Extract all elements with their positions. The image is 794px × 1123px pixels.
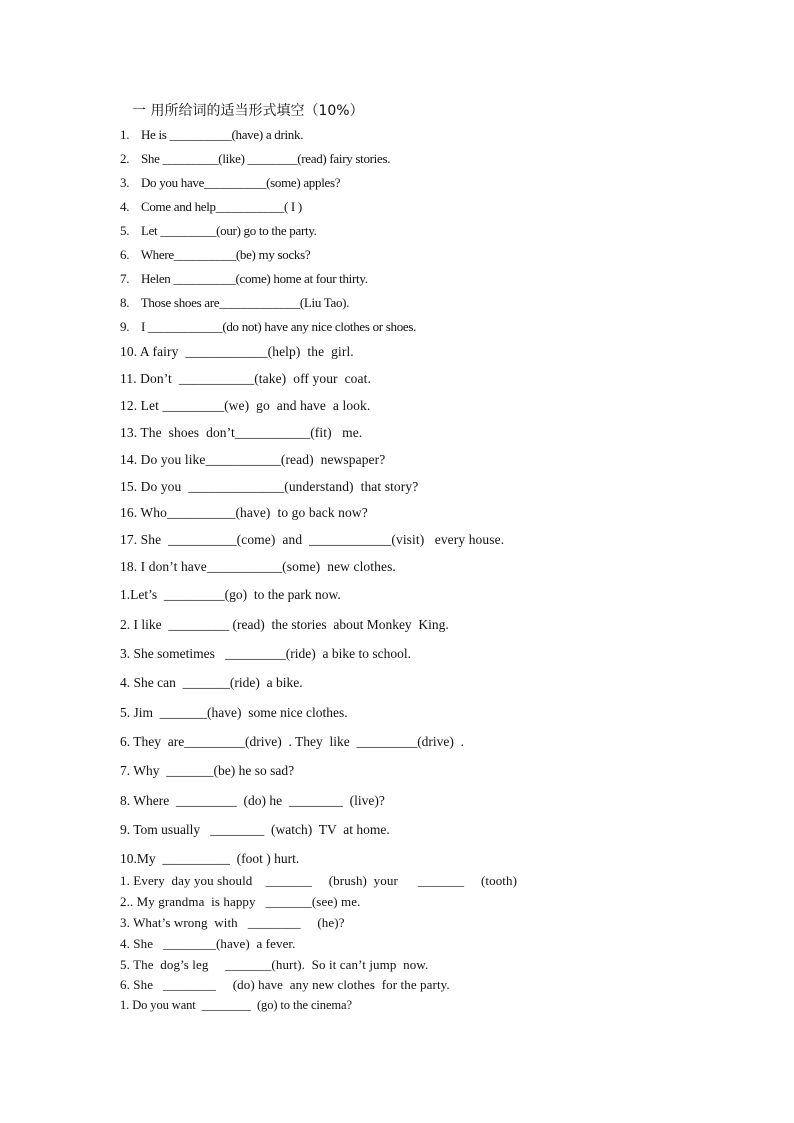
exercise-line: 7. Why _______(be) he so sad? (120, 763, 295, 778)
exercise-line: 5. The dog’s leg _______(hurt). So it can’t jump now. (120, 957, 429, 972)
exercise-line: 13. The shoes don’t___________(fit) me. (120, 425, 363, 440)
exercise-line: 2. She _________(like) ________(read) fairy stories. (120, 151, 391, 166)
exercise-line: 17. She __________(come) and ____________(visit) every house. (120, 532, 505, 547)
exercise-line: 12. Let _________(we) go and have a look. (120, 398, 371, 413)
exercise-line: 4. Come and help___________( I ) (120, 199, 302, 214)
exercise-line: 3. What’s wrong with ________ (he)? (120, 915, 345, 930)
exercise-line: 14. Do you like___________(read) newspaper? (120, 452, 386, 467)
exercise-line: 1. Every day you should _______ (brush) your _______ (tooth) (120, 873, 518, 888)
exercise-line: 2. I like _________ (read) the stories about Monkey King. (120, 617, 449, 632)
exercise-line: 8. Those shoes are_____________(Liu Tao). (120, 295, 350, 310)
exercise-line: 8. Where _________ (do) he ________ (live)? (120, 793, 385, 808)
exercise-line: 1.Let’s _________(go) to the park now. (120, 587, 341, 602)
exercise-line: 15. Do you ______________(understand) that story? (120, 479, 419, 494)
exercise-line: 2.. My grandma is happy _______(see) me. (120, 894, 361, 909)
exercise-line: 1. He is __________(have) a drink. (120, 127, 304, 142)
exercise-line: 4. She can _______(ride) a bike. (120, 675, 303, 690)
exercise-line: 1. Do you want ________ (go) to the cinema? (120, 998, 352, 1012)
exercise-line: 10. A fairy ____________(help) the girl. (120, 344, 354, 359)
exercise-line: 9. Tom usually ________ (watch) TV at home. (120, 822, 390, 837)
exercise-line: 4. She ________(have) a fever. (120, 936, 296, 951)
exercise-line: 10.My __________ (foot ) hurt. (120, 851, 300, 866)
exercise-line: 5. Jim _______(have) some nice clothes. (120, 705, 348, 720)
exercise-line: 3. She sometimes _________(ride) a bike to school. (120, 646, 411, 661)
exercise-line: 3. Do you have__________(some) apples? (120, 175, 341, 190)
exercise-line: 18. I don’t have___________(some) new clothes. (120, 559, 396, 574)
section-title: 一 用所给词的适当形式填空（10%） (132, 103, 364, 119)
exercise-line: 16. Who__________(have) to go back now? (120, 505, 368, 520)
exercise-line: 11. Don’t ___________(take) off your coat. (120, 371, 371, 386)
exercise-line: 9. I ____________(do not) have any nice clothes or shoes. (120, 319, 417, 334)
exercise-line: 6. She ________ (do) have any new clothes for the party. (120, 977, 450, 992)
exercise-line: 7. Helen __________(come) home at four thirty. (120, 271, 368, 286)
exercise-line: 5. Let _________(our) go to the party. (120, 223, 317, 238)
exercise-line: 6. They are_________(drive) . They like _________(drive) . (120, 734, 465, 749)
exercise-line: 6. Where__________(be) my socks? (120, 247, 311, 262)
